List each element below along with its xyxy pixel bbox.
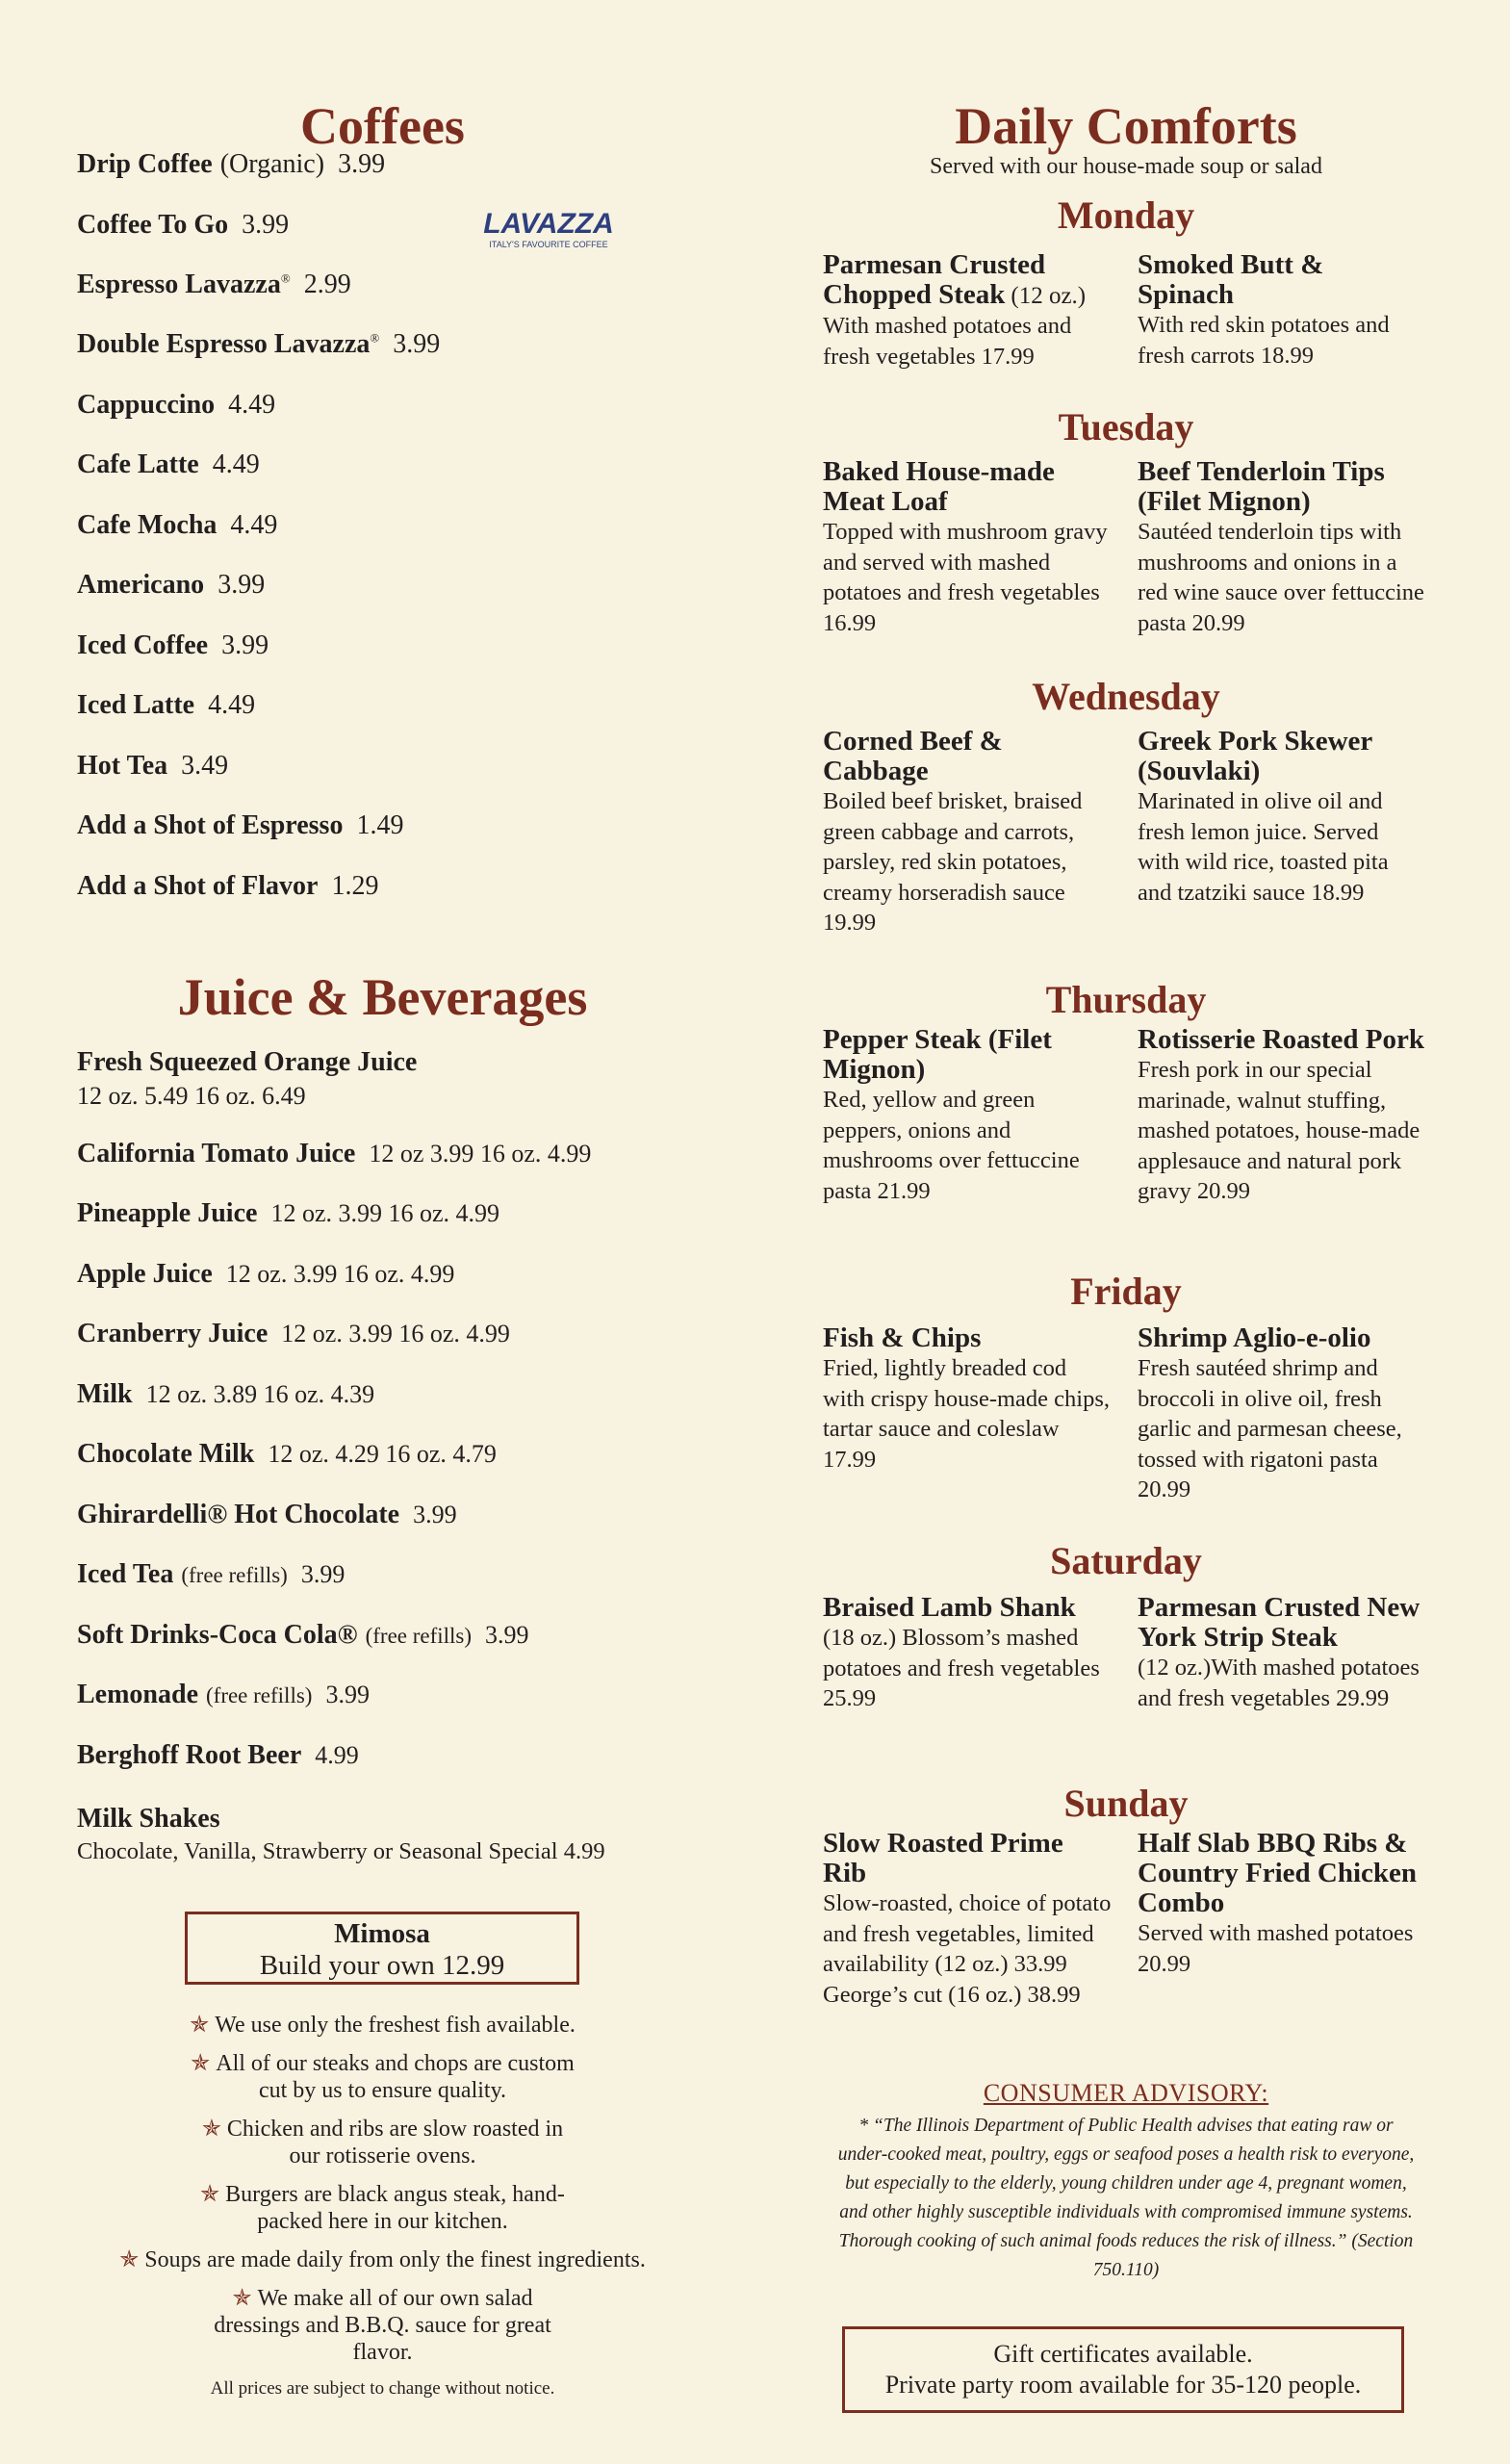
beverage-item bbox=[77, 1139, 591, 1169]
dish-name bbox=[823, 1323, 1112, 1353]
fact-text: We use only the freshest fish available. bbox=[215, 2013, 576, 2038]
dish-name-text: Greek Pork Skewer (Souvlaki) bbox=[1138, 726, 1372, 786]
dish-name bbox=[823, 1593, 1112, 1623]
dish-right bbox=[1138, 1025, 1426, 1207]
beverage-item bbox=[77, 1680, 370, 1710]
coffee-name: Espresso Lavazza bbox=[77, 270, 281, 299]
coffee-item bbox=[77, 630, 269, 661]
fact-item bbox=[77, 2116, 688, 2169]
star-icon: ✯ bbox=[232, 2286, 252, 2311]
beverage-price: 12 oz. 3.99 16 oz. 4.99 bbox=[281, 1320, 510, 1348]
coffee-item bbox=[77, 149, 385, 180]
dish-name-text: Shrimp Aglio-e-olio bbox=[1138, 1322, 1371, 1353]
dish-description: (18 oz.) Blossom’s mashed potatoes and fresh vegetables 25.99 bbox=[823, 1625, 1100, 1711]
beverage-name: Cranberry Juice bbox=[77, 1319, 269, 1348]
dish-left bbox=[823, 1593, 1112, 1714]
dish-description: Served with mashed potatoes 20.99 bbox=[1138, 1920, 1414, 1977]
mimosa-box bbox=[185, 1912, 579, 1985]
dish-name bbox=[1138, 457, 1426, 517]
daily-comforts-subtitle: Served with our house-made soup or salad bbox=[930, 154, 1322, 179]
day-heading: Friday bbox=[1070, 1270, 1182, 1313]
coffee-name: Add a Shot of Flavor bbox=[77, 871, 319, 901]
beverage-price: 3.99 bbox=[413, 1501, 457, 1528]
advisory-text: * “The Illinois Department of Public Health advises that eating raw or under-cooked meat, poultry, eggs or seafood poses a health risk to everyone, but especially to the elderly, young children under age 4, pregnant women, and other highly susceptible individuals with compromised immune systems. Thorough cooking of such animal foods reduces the risk of illness.” (Section 750.110) bbox=[837, 2116, 1415, 2280]
beverage-name: Lemonade bbox=[77, 1680, 198, 1709]
dish-name bbox=[823, 250, 1112, 311]
milk-shakes-item bbox=[77, 1804, 220, 1835]
beverage-price: 3.99 bbox=[300, 1560, 346, 1588]
fact-text: Chicken and ribs are slow roasted in our rotisserie ovens. bbox=[226, 2117, 564, 2169]
beverage-item bbox=[77, 1319, 510, 1349]
dish-name bbox=[1138, 1829, 1426, 1918]
dish-description: Sautéed tenderloin tips with mushrooms and onions in a red wine sauce over fettuccine pasta 20.99 bbox=[1138, 519, 1424, 636]
dish-left bbox=[823, 1829, 1112, 2010]
beverage-item bbox=[77, 1620, 529, 1651]
lavazza-logo-text: LAVAZZA bbox=[483, 208, 614, 240]
coffee-item bbox=[77, 751, 228, 782]
dish-name-text: Corned Beef & Cabbage bbox=[823, 726, 1003, 786]
gift-line-1: Gift certificates available. bbox=[993, 2340, 1253, 2368]
beverage-name: Iced Tea bbox=[77, 1559, 174, 1589]
dish-name bbox=[823, 727, 1112, 786]
day-heading: Monday bbox=[1057, 193, 1195, 237]
dish-description: With red skin potatoes and fresh carrots 18.99 bbox=[1138, 312, 1390, 369]
dish-name-text: Braised Lamb Shank bbox=[823, 1592, 1076, 1623]
coffees-heading: Coffees bbox=[300, 97, 465, 155]
dish-description: Marinated in olive oil and fresh lemon juice. Served with wild rice, toasted pita and tzatziki sauce 18.99 bbox=[1138, 788, 1389, 906]
star-icon: ✯ bbox=[200, 2182, 220, 2207]
fact-item bbox=[77, 2246, 688, 2273]
coffee-item bbox=[77, 270, 351, 300]
coffee-price: 1.49 bbox=[356, 810, 404, 840]
coffee-name: Cappuccino bbox=[77, 390, 216, 420]
dish-right bbox=[1138, 1323, 1426, 1505]
fact-text: Burgers are black angus steak, hand-packed here in our kitchen. bbox=[225, 2182, 565, 2234]
coffee-price: 4.49 bbox=[212, 449, 260, 479]
beverage-price: 12 oz. 4.29 16 oz. 4.79 bbox=[268, 1440, 497, 1468]
dish-right bbox=[1138, 1593, 1426, 1713]
coffee-name: Iced Coffee bbox=[77, 630, 209, 660]
coffee-name: Add a Shot of Espresso bbox=[77, 810, 344, 840]
star-icon: ✯ bbox=[190, 2013, 210, 2038]
beverage-item bbox=[77, 1379, 374, 1410]
dish-description: Fried, lightly breaded cod with crispy house-made chips, tartar sauce and coleslaw 17.99 bbox=[823, 1355, 1111, 1473]
dish-description: Slow-roasted, choice of potato and fresh vegetables, limited availability (12 oz.) 33.99 George’s cut (16 oz.) 38.99 bbox=[823, 1890, 1112, 2008]
beverage-item bbox=[77, 1740, 359, 1771]
coffee-name: Hot Tea bbox=[77, 751, 168, 781]
dish-portion: (12 oz.) bbox=[1011, 283, 1087, 309]
coffee-price: 3.49 bbox=[181, 751, 229, 781]
beverage-item bbox=[77, 1439, 497, 1470]
quality-facts bbox=[77, 2012, 688, 2377]
dish-description: Topped with mushroom gravy and served with mashed potatoes and fresh vegetables 16.99 bbox=[823, 519, 1108, 636]
coffee-name: Drip Coffee bbox=[77, 149, 213, 179]
dish-description: Boiled beef brisket, braised green cabbage and carrots, parsley, red skin potatoes, creamy horseradish sauce 19.99 bbox=[823, 788, 1083, 936]
beverage-price: 12 oz. 3.99 16 oz. 4.99 bbox=[270, 1199, 500, 1227]
beverage-price: 3.99 bbox=[485, 1621, 529, 1649]
dish-name bbox=[823, 1829, 1112, 1888]
advisory-title: CONSUMER ADVISORY: bbox=[983, 2079, 1269, 2107]
coffee-detail: ® bbox=[280, 270, 291, 286]
dish-name bbox=[1138, 1025, 1426, 1055]
day-heading: Thursday bbox=[1045, 978, 1207, 1021]
coffee-price: 3.99 bbox=[218, 570, 266, 600]
coffee-name: Double Espresso Lavazza bbox=[77, 329, 371, 359]
coffee-name: Coffee To Go bbox=[77, 210, 229, 240]
beverage-name: Berghoff Root Beer bbox=[77, 1740, 302, 1770]
fact-item bbox=[77, 2285, 688, 2366]
beverage-item bbox=[77, 1559, 345, 1590]
dish-left bbox=[823, 1025, 1112, 1206]
coffee-detail: (Organic) bbox=[219, 149, 325, 179]
coffee-price: 2.99 bbox=[303, 270, 351, 299]
coffee-price: 3.99 bbox=[338, 149, 386, 179]
dish-description: Red, yellow and green peppers, onions and mushrooms over fettuccine pasta 21.99 bbox=[823, 1087, 1080, 1204]
coffee-price: 1.29 bbox=[331, 871, 379, 901]
juice-heading: Juice & Beverages bbox=[177, 968, 588, 1026]
beverage-item bbox=[77, 1198, 499, 1229]
day-heading: Wednesday bbox=[1032, 675, 1220, 718]
orange-juice-item bbox=[77, 1047, 417, 1078]
beverage-note: (free refills) bbox=[181, 1563, 288, 1587]
beverage-price: 12 oz. 3.99 16 oz. 4.99 bbox=[225, 1260, 455, 1288]
coffee-price: 4.49 bbox=[228, 390, 276, 420]
beverage-price: 4.99 bbox=[315, 1741, 359, 1769]
dish-name-text: Slow Roasted Prime Rib bbox=[823, 1828, 1063, 1888]
coffee-item bbox=[77, 390, 275, 421]
coffee-name: Iced Latte bbox=[77, 690, 195, 720]
dish-name bbox=[1138, 250, 1426, 310]
daily-comforts-heading: Daily Comforts bbox=[955, 97, 1297, 155]
fact-item bbox=[77, 2050, 688, 2104]
dish-left bbox=[823, 1323, 1112, 1475]
beverage-name: Soft Drinks-Coca Cola® bbox=[77, 1620, 358, 1650]
dish-left bbox=[823, 457, 1112, 638]
dish-right bbox=[1138, 457, 1426, 638]
orange-juice-name: Fresh Squeezed Orange Juice bbox=[77, 1047, 418, 1077]
dish-left bbox=[823, 727, 1112, 938]
mimosa-detail: Build your own 12.99 bbox=[259, 1950, 505, 1981]
beverage-name: Pineapple Juice bbox=[77, 1198, 258, 1228]
dish-description: With mashed potatoes and fresh vegetables 17.99 bbox=[823, 313, 1072, 370]
beverage-price: 12 oz. 3.89 16 oz. 4.39 bbox=[145, 1380, 375, 1408]
fact-item bbox=[77, 2012, 688, 2039]
day-heading: Sunday bbox=[1063, 1782, 1189, 1825]
fact-text: All of our steaks and chops are custom cut by us to ensure quality. bbox=[216, 2051, 575, 2103]
coffee-item bbox=[77, 690, 255, 721]
coffee-price: 4.49 bbox=[230, 510, 278, 540]
coffee-price: 3.99 bbox=[393, 329, 441, 359]
star-icon: ✯ bbox=[201, 2117, 221, 2142]
coffee-name: Americano bbox=[77, 570, 205, 600]
mimosa-title: Mimosa bbox=[334, 1918, 430, 1949]
dish-description: Fresh sautéed shrimp and broccoli in olive oil, fresh garlic and parmesan cheese, tossed with rigatoni pasta 20.99 bbox=[1138, 1355, 1402, 1502]
beverage-name: Milk bbox=[77, 1379, 133, 1409]
beverage-item bbox=[77, 1500, 457, 1530]
dish-right bbox=[1138, 1829, 1426, 1979]
dish-name bbox=[1138, 727, 1426, 786]
fact-text: Soups are made daily from only the finest ingredients. bbox=[144, 2247, 646, 2272]
milk-shakes-name: Milk Shakes bbox=[77, 1804, 220, 1834]
beverage-price: 12 oz 3.99 16 oz. 4.99 bbox=[369, 1140, 592, 1168]
beverage-name: Apple Juice bbox=[77, 1259, 213, 1289]
coffee-detail: ® bbox=[370, 330, 380, 346]
coffee-item bbox=[77, 210, 289, 241]
dish-name-text: Parmesan Crusted Chopped Steak bbox=[823, 249, 1046, 310]
star-icon: ✯ bbox=[191, 2051, 211, 2076]
dish-name bbox=[823, 1025, 1112, 1085]
beverage-name: California Tomato Juice bbox=[77, 1139, 356, 1168]
beverage-note: (free refills) bbox=[365, 1624, 473, 1648]
fact-item bbox=[77, 2181, 688, 2235]
coffee-price: 3.99 bbox=[242, 210, 290, 240]
beverage-price: 3.99 bbox=[325, 1681, 370, 1708]
beverage-note: (free refills) bbox=[206, 1683, 313, 1707]
prices-note: All prices are subject to change without notice. bbox=[210, 2378, 555, 2399]
dish-right bbox=[1138, 250, 1426, 371]
coffee-price: 3.99 bbox=[221, 630, 269, 660]
dish-name-text: Beef Tenderloin Tips (Filet Mignon) bbox=[1138, 456, 1385, 517]
dish-name-text: Fish & Chips bbox=[823, 1322, 982, 1353]
dish-left bbox=[823, 250, 1112, 372]
dish-name-text: Smoked Butt & Spinach bbox=[1138, 249, 1324, 310]
day-heading: Saturday bbox=[1050, 1539, 1202, 1582]
dish-description: Fresh pork in our special marinade, walnut stuffing, mashed potatoes, house-made applesauce and natural pork gravy 20.99 bbox=[1138, 1057, 1420, 1204]
star-icon: ✯ bbox=[119, 2247, 140, 2272]
coffee-item bbox=[77, 810, 403, 841]
coffee-name: Cafe Mocha bbox=[77, 510, 218, 540]
dish-name bbox=[1138, 1593, 1426, 1653]
dish-name-text: Rotisserie Roasted Pork bbox=[1138, 1024, 1425, 1055]
dish-name bbox=[823, 457, 1112, 517]
beverage-item bbox=[77, 1259, 454, 1290]
gift-line-2: Private party room available for 35-120 people. bbox=[884, 2371, 1362, 2399]
coffee-item bbox=[77, 329, 440, 360]
beverage-name: Ghirardelli® Hot Chocolate bbox=[77, 1500, 400, 1529]
consumer-advisory bbox=[823, 2079, 1429, 2285]
coffee-name: Cafe Latte bbox=[77, 449, 199, 479]
dish-name-text: Baked House-made Meat Loaf bbox=[823, 456, 1055, 517]
coffee-item bbox=[77, 449, 260, 480]
gift-box bbox=[842, 2326, 1404, 2413]
coffee-item bbox=[77, 510, 277, 541]
dish-name-text: Pepper Steak (Filet Mignon) bbox=[823, 1024, 1052, 1085]
dish-name bbox=[1138, 1323, 1426, 1353]
beverage-name: Chocolate Milk bbox=[77, 1439, 255, 1469]
milk-shakes-detail: Chocolate, Vanilla, Strawberry or Seasonal Special 4.99 bbox=[77, 1838, 605, 1864]
orange-juice-price: 12 oz. 5.49 16 oz. 6.49 bbox=[77, 1082, 306, 1110]
fact-text: We make all of our own salad dressings and B.B.Q. sauce for great flavor. bbox=[214, 2286, 551, 2365]
dish-description: (12 oz.)With mashed potatoes and fresh vegetables 29.99 bbox=[1138, 1655, 1420, 1711]
coffee-item bbox=[77, 570, 265, 601]
coffee-item bbox=[77, 871, 378, 902]
day-heading: Tuesday bbox=[1058, 405, 1194, 449]
lavazza-logo-tagline: ITALY'S FAVOURITE COFFEE bbox=[489, 240, 608, 249]
coffee-price: 4.49 bbox=[208, 690, 256, 720]
dish-name-text: Parmesan Crusted New York Strip Steak bbox=[1138, 1592, 1420, 1653]
dish-name-text: Half Slab BBQ Ribs & Country Fried Chicken Combo bbox=[1138, 1828, 1417, 1918]
lavazza-logo bbox=[472, 204, 626, 252]
dish-right bbox=[1138, 727, 1426, 908]
